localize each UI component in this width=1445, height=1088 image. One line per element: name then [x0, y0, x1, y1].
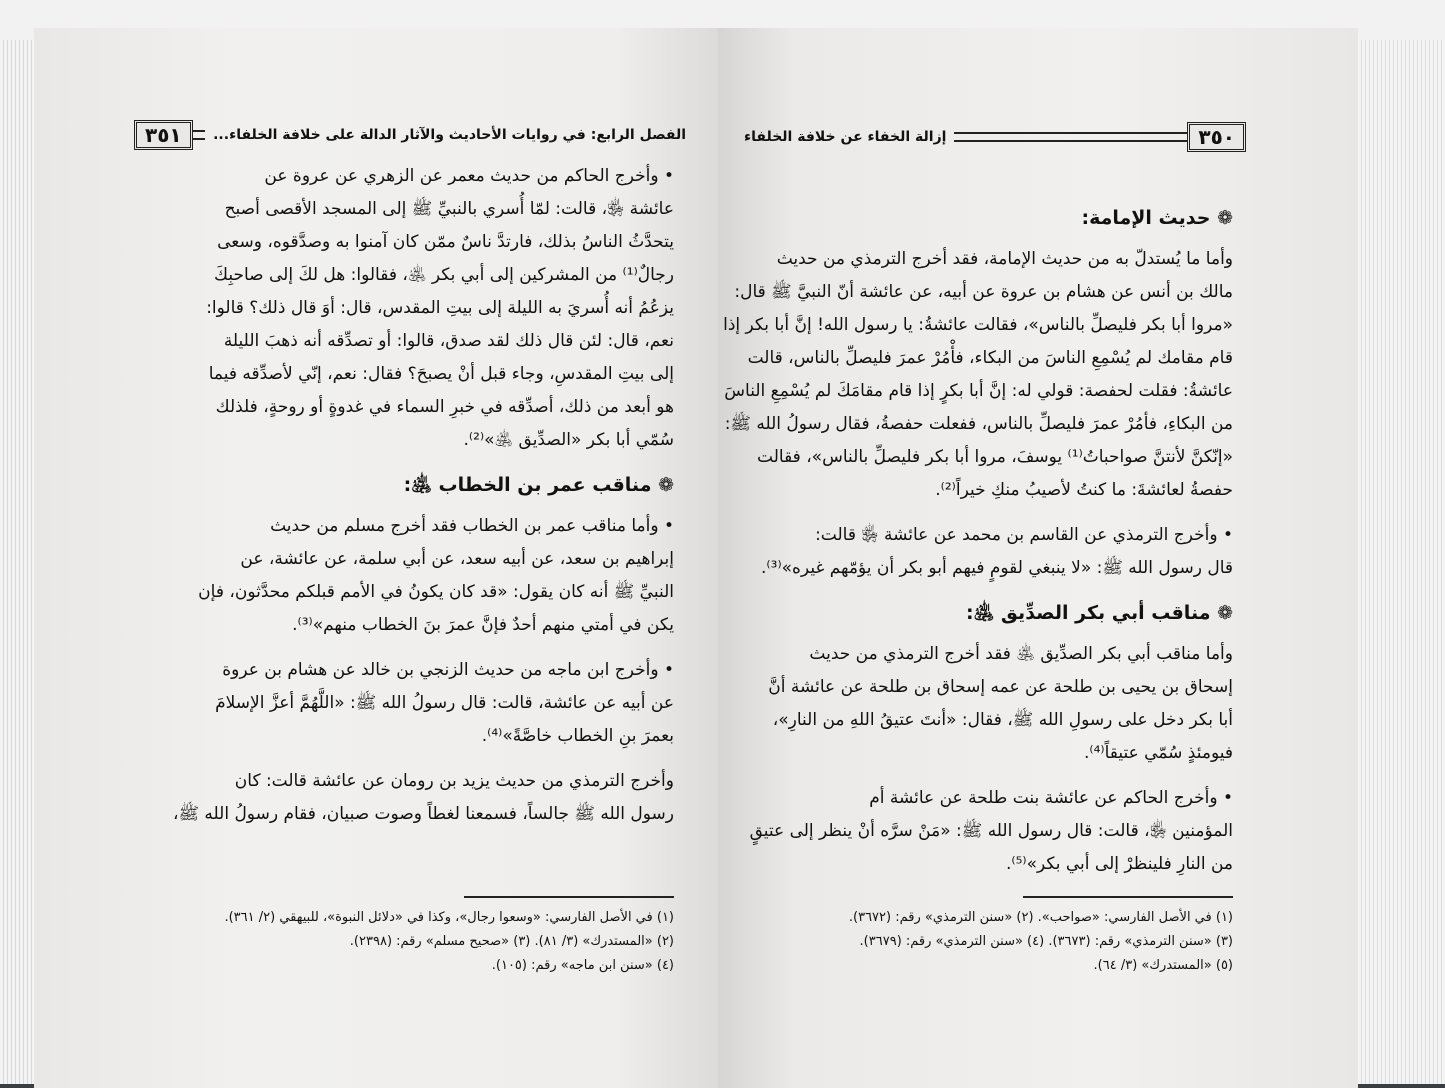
text-line: رسول الله ﷺ جالساً، فسمعنا لغطاً وصوت صبيان، فقام رسولُ الله ﷺ، — [172, 804, 674, 824]
text-line: النبيِّ ﷺ أنه كان يقول: «قد كان يكونُ في الأمم قبلكم محدَّثون، فإن — [198, 582, 674, 602]
text-line: أبا بكر دخل على رسولِ الله ﷺ، فقال: «أنتَ عتيقُ اللهِ من النارِ»، — [772, 710, 1233, 730]
footnote-rule — [464, 896, 674, 898]
right-page-body — [718, 192, 1233, 893]
text-line: عن أبيه عن عائشة، قالت: قال رسولُ الله ﷺ: «اللَّهُمَّ أعزَّ الإسلامَ — [215, 693, 674, 713]
text-line: هو أبعد من ذلك، أصدِّقه في خبرِ السماء في غدوةٍ أو روحةٍ، فلذلك — [215, 397, 674, 417]
text-line: يكن في أمتي منهم أحدٌ فإنَّ عمرَ بنَ الخطاب منهم»⁽³⁾. — [292, 615, 674, 635]
text-line: من البكاءِ، فأمُرْ عمرَ فليصلِّ بالناس، ففعلت حفصةُ، فقال رسولُ الله ﷺ: — [724, 414, 1233, 434]
text-line: قام مقامك لم يُسْمِعِ الناسَ من البكاء، فأْمُرْ عمرَ فليصلِّ بالناس، قالت — [747, 348, 1233, 368]
text-line: يتحدَّثُ الناسُ بذلك، فارتدَّ ناسٌ ممّن كان آمنوا به وصدَّقوه، وسعى — [217, 232, 674, 252]
paragraph — [718, 638, 1233, 770]
text-line: عائشة ﵂، قالت: لمّا أُسري بالنبيِّ ﷺ إلى المسجد الأقصى أصبح — [224, 199, 674, 219]
left-page — [34, 28, 718, 1088]
text-line: «مروا أبا بكر فليصلِّ بالناس»، فقالت عائشةُ: يا رسول الله! إنَّ أبا بكر إذا — [723, 315, 1233, 335]
paragraph — [718, 782, 1233, 881]
paragraph — [104, 510, 674, 642]
text-line: إبراهيم بن سعد، عن أبيه سعد، عن أبي سلمة، عن عائشة، عن — [240, 549, 674, 569]
text-line: المؤمنين ﵂، قالت: قال رسول الله ﷺ: «مَنْ سرَّه أنْ ينظر إلى عتيقٍ — [749, 821, 1233, 841]
paragraph — [104, 654, 674, 753]
footnote: (٣) «سنن الترمذي» رقم: (٣٦٧٣). (٤) «سنن الترمذي» رقم: (٣٦٧٩). — [859, 934, 1233, 949]
text-line: وأخرج الترمذي من حديث يزيد بن رومان عن عائشة قالت: كان — [234, 771, 674, 791]
footnote: (١) في الأصل الفارسي: «وسعوا رجال»، وكذا في «دلائل النبوة»، للبيهقي (٢/ ٣٦١). — [224, 910, 674, 925]
text-line: حفصةُ لعائشةَ: ما كنتُ لأصيبُ منكِ خيراً⁽²⁾. — [935, 480, 1233, 500]
footnote-rule — [1023, 896, 1233, 898]
right-running-header — [736, 122, 1246, 152]
paragraph — [718, 519, 1233, 585]
text-line: عائشةُ: فقلت لحفصة: قولي له: إنَّ أبا بكرٍ إذا قام مقامَكَ لم يُسْمِعِ الناسَ — [724, 381, 1233, 401]
text-line: سُمّي أبا بكر «الصدِّيق ﵁»⁽²⁾. — [463, 430, 674, 450]
footnote: (٤) «سنن ابن ماجه» رقم: (١٠٥). — [491, 958, 674, 973]
right-footnotes — [718, 890, 1233, 978]
paragraph — [104, 765, 674, 831]
right-header-title: إزالة الخفاء عن خلافة الخلفاء — [744, 129, 947, 145]
text-line: • وأخرج الترمذي عن القاسم بن محمد عن عائشة ﵂ قالت: — [815, 525, 1233, 545]
text-line: فيومئذٍ سُمّي عتيقاً⁽⁴⁾. — [1083, 743, 1233, 763]
text-line: رجالٌ⁽¹⁾ من المشركين إلى أبي بكر ﵁، فقالوا: هل لكَ إلى صاحبِكَ — [214, 265, 674, 285]
text-line: • وأخرج الحاكم عن عائشة بنت طلحة عن عائشة أم — [869, 788, 1233, 808]
text-line: «إنّكنَّ لأنتنَّ صواحباتُ⁽¹⁾ يوسفَ، مروا أبا بكر فليصلِّ بالناس»، فقالت — [757, 447, 1233, 467]
text-line: • وأخرج الحاكم من حديث معمر عن الزهري عن عروة عن — [264, 166, 674, 186]
page-edges-left — [0, 40, 34, 1084]
header-rule — [193, 130, 205, 140]
section-heading: ❁ مناقب أبي بكر الصدِّيق ﵁: — [965, 602, 1233, 624]
right-page — [718, 28, 1358, 1088]
header-rule — [954, 132, 1187, 142]
left-page-body — [104, 160, 674, 843]
left-page-number: ٣٥١ — [134, 120, 193, 150]
section-heading: ❁ حديث الإمامة: — [1081, 207, 1233, 229]
page-edges-right — [1358, 40, 1445, 1084]
footnote: (١) في الأصل الفارسي: «صواحب». (٢) «سنن الترمذي» رقم: (٣٦٧٢). — [848, 910, 1233, 925]
text-line: إلى بيتِ المقدسِ، وجاء قبل أنْ يصبحَ؟ فقال: نعم، إنّي لأصدِّقه فيما — [208, 364, 674, 384]
text-line: من النارِ فلينظرْ إلى أبي بكر»⁽⁵⁾. — [1005, 854, 1233, 874]
footnote: (٢) «المستدرك» (٣/ ٨١). (٣) «صحيح مسلم» رقم: (٢٣٩٨). — [349, 934, 674, 949]
text-line: وأما مناقب أبي بكر الصدِّيق ﵁ فقد أخرج الترمذي من حديث — [809, 644, 1233, 664]
left-running-header — [134, 120, 694, 150]
text-line: مالك بن أنس عن هشام بن عروة عن أبيه، عن عائشة أنّ النبيَّ ﷺ قال: — [734, 282, 1233, 302]
text-line: وأما ما يُستدلّ به من حديث الإمامة، فقد أخرج الترمذي من حديث — [776, 249, 1233, 269]
left-footnotes — [104, 890, 674, 978]
footnote: (٥) «المستدرك» (٣/ ٦٤). — [1093, 958, 1233, 973]
text-line: يزعُمُ أنه أُسريَ به الليلة إلى بيتِ المقدس، قال: أوَ قال ذلك؟ قالوا: — [206, 298, 674, 318]
right-page-number: ٣٥٠ — [1187, 122, 1246, 152]
paragraph — [104, 160, 674, 457]
text-line: • وأما مناقب عمر بن الخطاب فقد أخرج مسلم من حديث — [270, 516, 674, 536]
left-header-title: الفصل الرابع: في روايات الأحاديث والآثار الدالة على خلافة الخلفاء... — [213, 127, 686, 143]
section-heading: ❁ مناقب عمر بن الخطاب ﵁: — [403, 474, 674, 496]
text-line: بعمرَ بنِ الخطاب خاصَّةً»⁽⁴⁾. — [481, 726, 674, 746]
text-line: • وأخرج ابن ماجه من حديث الزنجي بن خالد عن هشام بن عروة — [222, 660, 674, 680]
text-line: نعم، قال: لئن قال ذلك لقد صدق، قالوا: أو تصدِّقه أنه ذهبَ الليلة — [223, 331, 674, 351]
text-line: إسحاق بن يحيى بن طلحة عن عمه إسحاق بن طلحة عن عائشة أنَّ — [768, 677, 1233, 697]
paragraph — [718, 243, 1233, 507]
text-line: قال رسول الله ﷺ: «لا ينبغي لقومٍ فيهم أبو بكر أن يؤمّهم غيره»⁽³⁾. — [761, 558, 1233, 578]
